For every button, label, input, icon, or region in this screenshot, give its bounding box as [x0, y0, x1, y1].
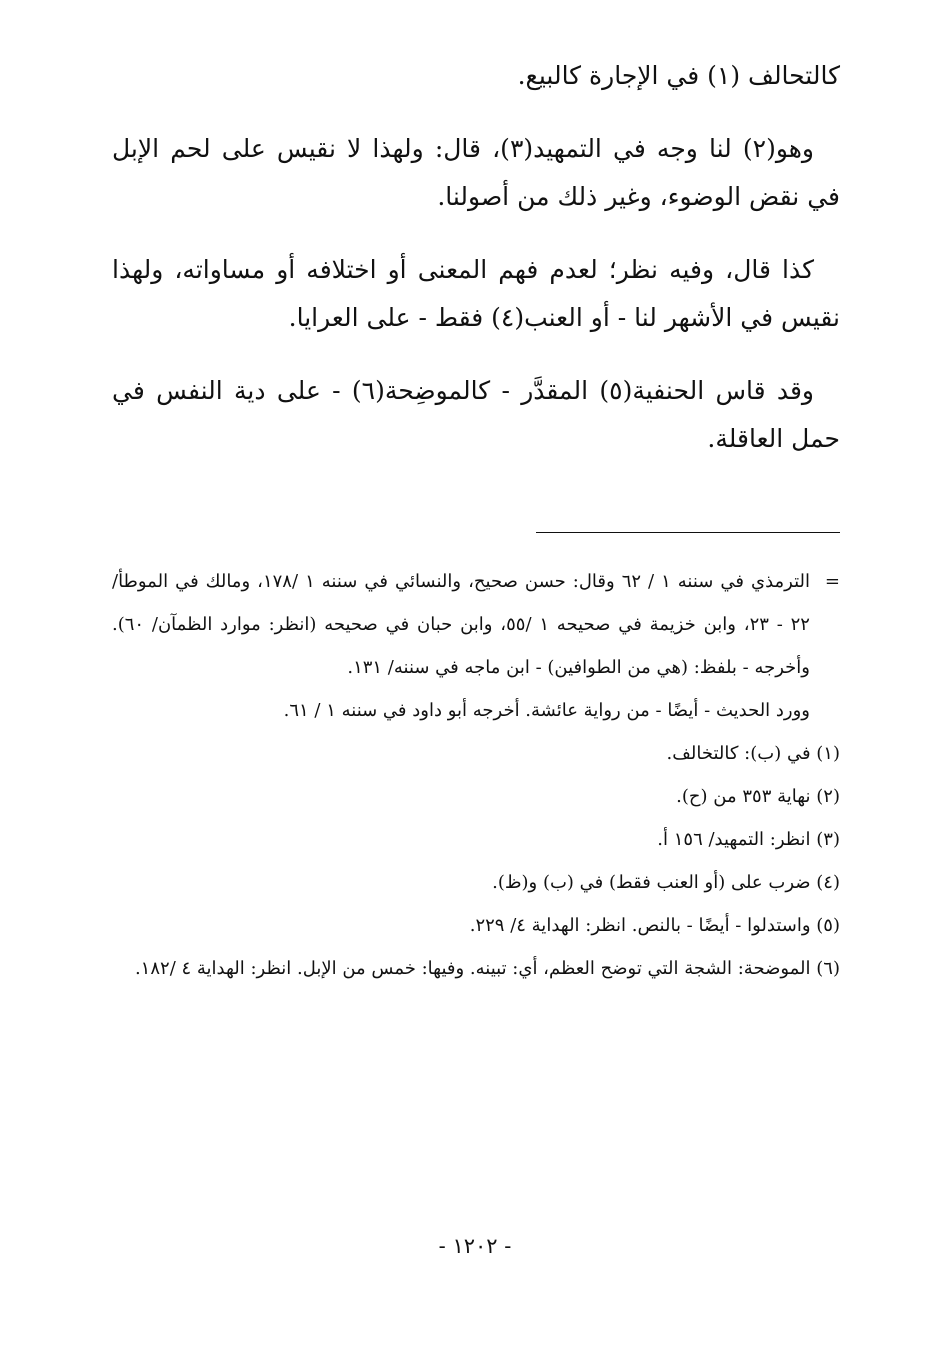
- paragraph-1: كالتحالف (١) في الإجارة كالبيع.: [517, 61, 840, 90]
- footnote-5: (٥) واستدلوا - أيضًا - بالنص. انظر: الهداية ٤/ ٢٢٩.: [469, 915, 840, 936]
- page-number: - ١٢٠٢ -: [438, 1234, 512, 1258]
- continuation-text: الترمذي في سننه ١ / ٦٢ وقال: حسن صحيح، والنسائي في سننه ١ /١٧٨، ومالك في الموطأ/ ٢٢ - ٢٣، وابن خزيمة في صحيحه ١ /٥٥، وابن حبان في صحيحه (انظر: موارد الظمآن/ ٦٠). وأخرجه - بلفظ: (هي من الطوافين) - ابن ماجه في سننه/ ١٣١.: [112, 571, 811, 678]
- footnote-6: (٦) الموضحة: الشجة التي توضح العظم، أي: تبينه. وفيها: خمس من الإبل. انظر: الهداية ٤ /١٨٢.: [134, 958, 840, 979]
- footnote-4: (٤) ضرب على (أو العنب فقط) في (ب) و(ظ).: [492, 872, 840, 893]
- footnote-separator: [536, 532, 840, 533]
- footnote-1: (١) في (ب): كالتخالف.: [666, 743, 840, 764]
- paragraph-4: وقد قاس الحنفية(٥) المقدَّر - كالموضِحة(٦) - على دية النفس في حمل العاقلة.: [112, 376, 840, 453]
- footnote-3: (٣) انظر: التمهيد/ ١٥٦ أ.: [657, 829, 840, 850]
- paragraph-2: وهو(٢) لنا وجه في التمهيد(٣)، قال: ولهذا لا نقيس على لحم الإبل في نقض الوضوء، وغير ذلك من أصولنا.: [112, 134, 840, 211]
- main-text: [112, 52, 840, 488]
- continuation-marker: =: [824, 571, 840, 592]
- footnote-continuation-2: وورد الحديث - أيضًا - من رواية عائشة. أخرجه أبو داود في سننه ١ / ٦١.: [283, 700, 810, 721]
- footnotes: [112, 560, 840, 990]
- footnote-continuation: [112, 560, 840, 689]
- paragraph-3: كذا قال، وفيه نظر؛ لعدم فهم المعنى أو اختلافه أو مساواته، ولهذا نقيس في الأشهر لنا - أو العنب(٤) فقط - على العرايا.: [112, 255, 840, 332]
- footnote-2: (٢) نهاية ٣٥٣ من (ح).: [676, 786, 840, 807]
